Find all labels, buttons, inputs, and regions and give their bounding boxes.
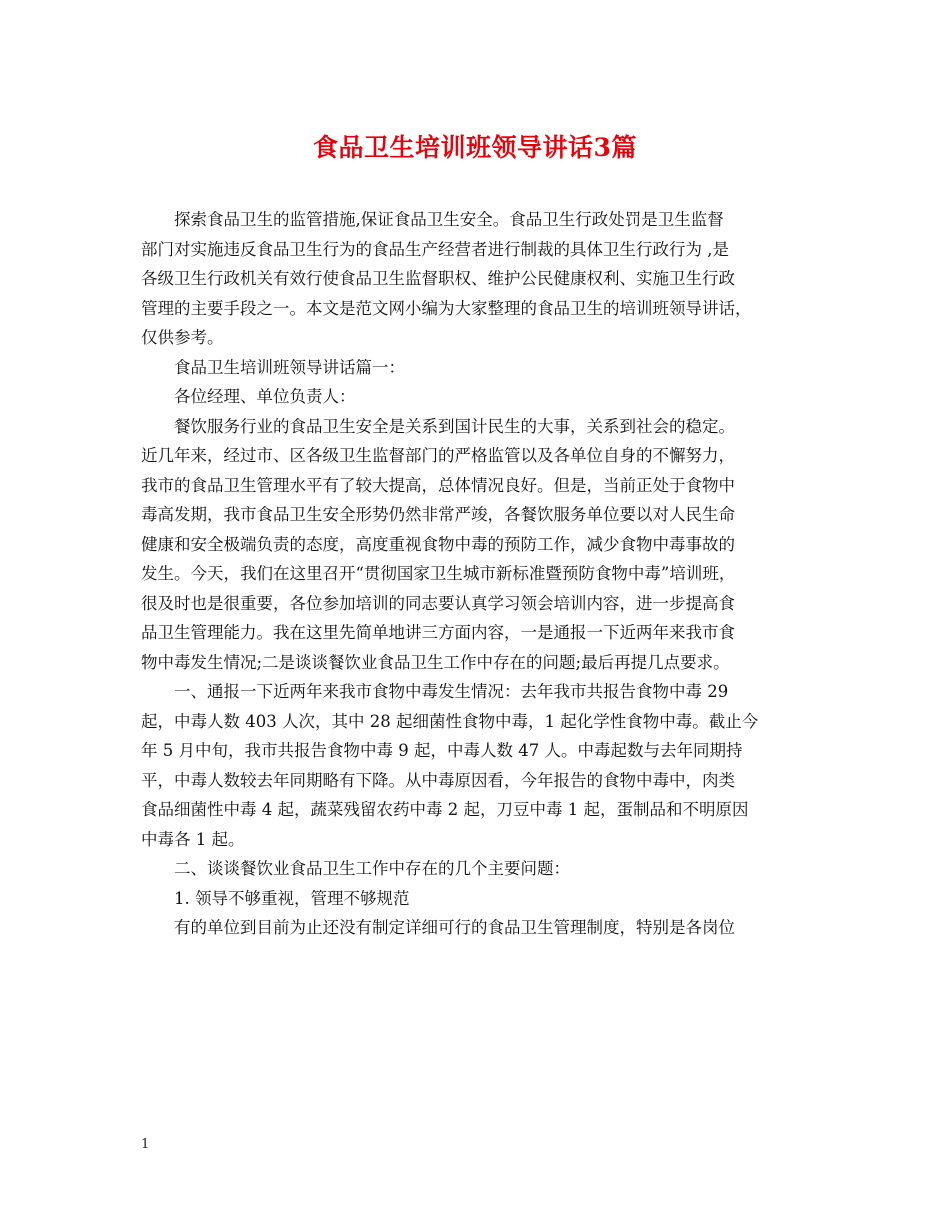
salutation-line: 各位经理、单位负责人： bbox=[174, 387, 356, 406]
paragraph-line: 仅供参考。 bbox=[141, 328, 224, 347]
paragraph-line: 年 5 月中旬，我市共报告食物中毒 9 起，中毒人数 47 人。中毒起数与去年同期持 bbox=[141, 741, 743, 760]
paragraph-line: 食品细菌性中毒 4 起，蔬菜残留农药中毒 2 起，刀豆中毒 1 起，蛋制品和不明原因 bbox=[141, 800, 749, 819]
paragraph-line: 物中毒发生情况;二是谈谈餐饮业食品卫生工作中存在的问题;最后再提几点要求。 bbox=[141, 652, 730, 672]
paragraph-line: 餐饮服务行业的食品卫生安全是关系到国计民生的大事，关系到社会的稳定。 bbox=[174, 416, 735, 436]
paragraph-line: 有的单位到目前为止还没有制定详细可行的食品卫生管理制度，特别是各岗位 bbox=[174, 918, 735, 937]
document-body bbox=[141, 205, 829, 943]
paragraph-line: 起，中毒人数 403 人次，其中 28 起细菌性食物中毒，1 起化学性食物中毒。截止今 bbox=[141, 711, 759, 731]
document-title: 食品卫生培训班领导讲话3篇 bbox=[313, 133, 637, 162]
section-heading-line: 二、谈谈餐饮业食品卫生工作中存在的几个主要问题： bbox=[174, 859, 570, 878]
paragraph-line: 管理的主要手段之一。本文是范文网小编为大家整理的食品卫生的培训班领导讲话， bbox=[141, 298, 752, 318]
section-heading-line: 食品卫生培训班领导讲话篇一： bbox=[174, 357, 405, 377]
paragraph-line: 我市的食品卫生管理水平有了较大提高，总体情况良好。但是，当前正处于食物中 bbox=[141, 475, 735, 495]
paragraph-line: 一、通报一下近两年来我市食物中毒发生情况：去年我市共报告食物中毒 29 bbox=[174, 682, 729, 701]
paragraph-line: 部门对实施违反食品卫生行为的食品生产经营者进行制裁的具体卫生行政行为 ,是 bbox=[141, 239, 729, 259]
paragraph-line: 近几年来，经过市、区各级卫生监督部门的严格监管以及各单位自身的不懈努力， bbox=[141, 446, 735, 465]
page-number: 1 bbox=[141, 1137, 150, 1152]
paragraph-line: 中毒各 1 起。 bbox=[141, 829, 245, 849]
paragraph-line: 各级卫生行政机关有效行使食品卫生监督职权、维护公民健康权利、实施卫生行政 bbox=[141, 269, 735, 288]
subheading-line: 1. 领导不够重视，管理不够规范 bbox=[174, 888, 410, 908]
paragraph-line: 毒高发期，我市食品卫生安全形势仍然非常严竣，各餐饮服务单位要以对人民生命 bbox=[141, 505, 735, 524]
paragraph-line: 品卫生管理能力。我在这里先简单地讲三方面内容，一是通报一下近两年来我市食 bbox=[141, 623, 735, 642]
paragraph-line: 健康和安全极端负责的态度，高度重视食物中毒的预防工作，减少食物中毒事故的 bbox=[141, 534, 735, 554]
paragraph-line: 探索食品卫生的监管措施,保证食品卫生安全。食品卫生行政处罚是卫生监督 bbox=[174, 210, 724, 229]
paragraph-line: 很及时也是很重要，各位参加培训的同志要认真学习领会培训内容，进一步提高食 bbox=[141, 593, 735, 613]
paragraph-line: 发生。今天，我们在这里召开“贯彻国家卫生城市新标准暨预防食物中毒”培训班， bbox=[141, 564, 736, 583]
paragraph-line: 平，中毒人数较去年同期略有下降。从中毒原因看，今年报告的食物中毒中，肉类 bbox=[141, 770, 735, 790]
